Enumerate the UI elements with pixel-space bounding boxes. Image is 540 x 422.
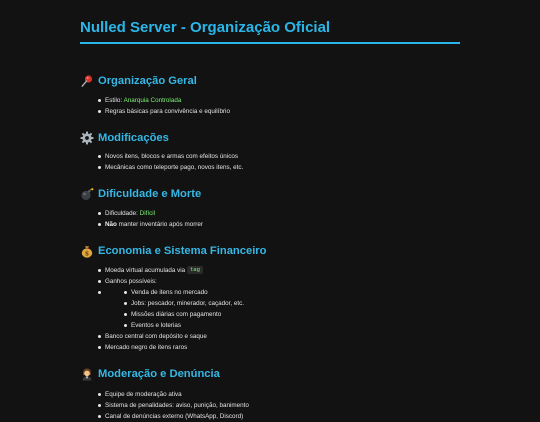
sub-list-item: Missões diárias com pagamento <box>80 309 460 320</box>
section-list <box>80 265 460 353</box>
section-dificuldade-e-morte <box>80 187 460 230</box>
money-bag-icon <box>80 244 94 258</box>
section-modificacoes <box>80 131 460 173</box>
difficulty-value: Difícil <box>139 210 156 217</box>
list-item: Dificuldade: Difícil <box>80 208 460 219</box>
section-heading <box>80 131 460 145</box>
list-item: Sistema de penalidades: aviso, punição, banimento <box>80 400 460 411</box>
section-heading <box>80 74 460 88</box>
list-item: Estilo: Anarquia Controlada <box>80 95 460 106</box>
list-item: Mercado negro de itens raros <box>80 342 460 353</box>
sub-list <box>80 287 460 331</box>
document <box>80 0 460 422</box>
section-heading-text: Organização Geral <box>98 75 197 87</box>
section-heading-text: Modificações <box>98 132 169 144</box>
section-moderacao <box>80 367 460 422</box>
list-item: Canal de denúncias externo (WhatsApp, Discord) <box>80 411 460 422</box>
list-item: Ganhos possíveis: <box>80 276 460 287</box>
sub-list-item: Jobs: pescador, minerador, caçador, etc. <box>80 298 460 309</box>
sub-list-item: Eventos e loterias <box>80 320 460 331</box>
list-item: Banco central com depósito e saque <box>80 331 460 342</box>
section-heading <box>80 244 460 258</box>
title-divider <box>80 42 460 44</box>
list-item: Não manter inventário após morrer <box>80 219 460 230</box>
section-heading <box>80 367 460 381</box>
list-item: Novos itens, blocos e armas com efeitos únicos <box>80 151 460 162</box>
section-heading-text: Moderação e Denúncia <box>98 368 220 380</box>
command-code: tag <box>187 266 203 274</box>
list-item: Moeda virtual acumulada via tag <box>80 265 460 276</box>
section-heading-text: Dificuldade e Morte <box>98 188 202 200</box>
sublist-container <box>80 287 460 331</box>
style-value: Anarquia Controlada <box>123 97 182 104</box>
gear-icon <box>80 131 94 145</box>
judge-icon <box>80 367 94 381</box>
list-item: Regras básicas para convivência e equilíbrio <box>80 106 460 117</box>
section-organizacao-geral <box>80 74 460 117</box>
list-item: Mecânicas como teleporte pago, novos itens, etc. <box>80 162 460 173</box>
section-heading-text: Economia e Sistema Financeiro <box>98 245 267 257</box>
list-item: Equipe de moderação ativa <box>80 389 460 400</box>
section-list <box>80 151 460 173</box>
section-economia <box>80 244 460 353</box>
bomb-icon <box>80 187 94 201</box>
pushpin-icon <box>80 74 94 88</box>
section-list <box>80 389 460 422</box>
svg-text:$: $ <box>84 250 90 258</box>
section-list <box>80 208 460 230</box>
section-list <box>80 95 460 117</box>
sub-list-item: Venda de itens no mercado <box>80 287 460 298</box>
page-title: Nulled Server - Organização Oficial <box>80 19 331 36</box>
section-heading <box>80 187 460 201</box>
